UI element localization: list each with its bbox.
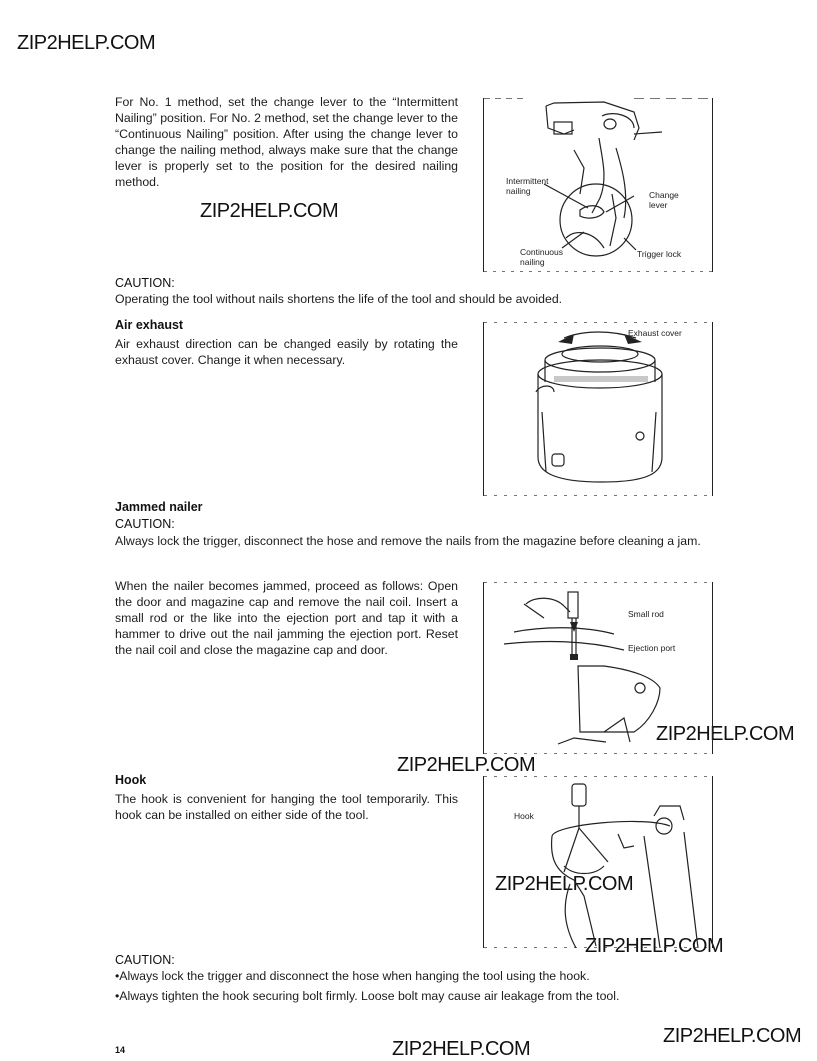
watermark: ZIP2HELP.COM xyxy=(585,935,724,957)
watermark: ZIP2HELP.COM xyxy=(663,1025,802,1047)
change-lever-paragraph: For No. 1 method, set the change lever to the “Intermittent Nailing” position. For No. 2 method, set the change lever to the “Continuous Nailing” position. After using the change lever to change the nailing method, always make sure that the change lever is properly set to the position for the desired nailing method. xyxy=(115,95,458,189)
air-exhaust-paragraph: Air exhaust direction can be changed easily by rotating the exhaust cover. Change it when necessary. xyxy=(115,337,458,367)
continuous-nailing-label: Continuous nailing xyxy=(520,247,564,267)
caution-title-2: CAUTION: xyxy=(115,953,175,967)
jammed-paragraph: When the nailer becomes jammed, proceed as follows: Open the door and magazine cap and remove the nail coil. Insert a small rod or the like into the ejection port and tap it with a hammer to drive out the nail jamming the ejection port. Reset the nail coil and close the magazine cap and door. xyxy=(115,579,458,657)
exhaust-cover-figure xyxy=(483,322,713,496)
watermark: ZIP2HELP.COM xyxy=(392,1038,531,1060)
caution-item-1: •Always lock the trigger and disconnect the hose when hanging the tool using the hook. xyxy=(115,969,590,983)
jammed-caution-title: CAUTION: xyxy=(115,517,175,531)
intermittent-nailing-label: Intermittent nailing xyxy=(506,176,549,196)
ejection-port-label: Ejection port xyxy=(628,643,676,653)
watermark: ZIP2HELP.COM xyxy=(200,200,339,222)
trigger-lock-label: Trigger lock xyxy=(637,249,682,259)
caution-item-2: •Always tighten the hook securing bolt firmly. Loose bolt may cause air leakage from the tool. xyxy=(115,989,620,1003)
air-exhaust-heading: Air exhaust xyxy=(115,318,184,332)
caution-text: Operating the tool without nails shortens the life of the tool and should be avoided. xyxy=(115,292,563,306)
jammed-nailer-figure xyxy=(483,582,713,754)
caution-title: CAUTION: xyxy=(115,276,175,290)
watermark: ZIP2HELP.COM xyxy=(397,754,536,776)
page-number: 14 xyxy=(115,1045,126,1055)
exhaust-cover-label: Exhaust cover xyxy=(628,328,682,338)
exhaust-cover-illustration xyxy=(484,322,712,496)
hook-label: Hook xyxy=(514,811,534,821)
jammed-caution-text: Always lock the trigger, disconnect the hose and remove the nails from the magazine before cleaning a jam. xyxy=(115,534,701,548)
hook-illustration xyxy=(484,776,712,948)
hook-heading: Hook xyxy=(115,773,147,787)
watermark: ZIP2HELP.COM xyxy=(495,873,634,895)
jammed-nailer-heading: Jammed nailer xyxy=(115,500,203,514)
change-lever-label: Change lever xyxy=(649,190,679,210)
watermark: ZIP2HELP.COM xyxy=(17,32,156,54)
small-rod-label: Small rod xyxy=(628,609,664,619)
change-lever-figure xyxy=(483,98,713,272)
hook-paragraph: The hook is convenient for hanging the tool temporarily. This hook can be installed on either side of the tool. xyxy=(115,792,458,822)
watermark: ZIP2HELP.COM xyxy=(656,723,795,745)
hook-figure xyxy=(483,776,713,948)
ejection-port-illustration xyxy=(484,582,712,754)
